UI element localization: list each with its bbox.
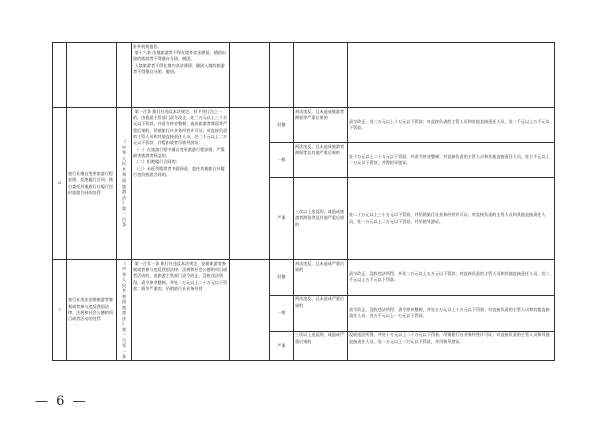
- law-line: 第一百零一条 旅行社违反本法规定，安排旅游者参观或者参与违反我国法律、法规和社会公德的项目或者活动的，由旅游主管部门责令改正，没收违法所得，责令停业整顿，并处二万元以上二十万元以下罚款；情节严重的，吊销旅行社业务经营: [133, 260, 228, 291]
- basis-text: 《 中 华 人 民 共 和 国 旅 游 法 》 第 一 百 条: [121, 139, 127, 228]
- circumstance-cell: 两次违反，且未造成严重后果的: [294, 295, 348, 331]
- law-line: 入境旅游者不得在境内非法滞留，随团入境的旅游者不得擅自分团、脱团。: [133, 62, 225, 74]
- table-row: [53, 43, 555, 108]
- row-number-cell: 7: [53, 260, 67, 361]
- level-cell: 轻微: [270, 108, 294, 143]
- row-number-cell: 6: [53, 108, 67, 260]
- level-cell: 严重: [270, 178, 294, 260]
- circumstance-cell: 初次违反，且未造成旅游者滞留等严重后果的: [294, 108, 348, 143]
- law-line: 第一百条 旅行社违反本法规定，有下列行为之一的，由旅游主管部门责令改正，处三万元以上三十万元以下罚款，并责令停业整顿；造成旅游者滞留等严重后果的，吊销旅行社业务经营许可证；对直接负责的主管人员和其他直接责任人员，处二千元以上二万元以下罚款，并暂扣或者吊销导游证：: [133, 108, 228, 146]
- penalty-cell: 责令改正，没收违法所得，并处二万元以上五万元以下罚款；对直接负责的主管人员和其他直接责任人员，处二千元以上五千元以下罚款。: [348, 260, 555, 296]
- table-row: [53, 260, 555, 296]
- penalty-cell: 责令改正，处三万元以上十万元以下罚款；对直接负责的主管人员和其他直接责任人员，处二千元以上五千元以下罚款。: [348, 108, 555, 143]
- level-cell: [270, 43, 294, 108]
- circumstance-cell: [294, 43, 348, 108]
- basis-cell: [117, 108, 132, 260]
- circumstance-cell: 三次以上违反的，或造成旅游者滞留等及其他严重后果的: [294, 178, 348, 260]
- circumstance-cell: 初次违反，且未造成严重后果的: [294, 260, 348, 296]
- penalty-cell: 责令改正，没收违法所得，责令停业整顿，并处五万元以上十万元以下罚款；对直接负责的主管人员和其他直接责任人员，处五千元以上一万元以下罚款。: [348, 295, 555, 331]
- basis-cell: [117, 260, 132, 361]
- penalty-cell: 没收违法所得，并处十万元以上二十万元以下罚款，吊销旅行社业务经营许可证；对直接负责的主管人员和其他直接责任人员，处一万元以上二万元以下罚款，并吊销导游证。: [348, 331, 555, 360]
- law-line: 驻外机构报告。: [133, 43, 162, 49]
- penalty-standard-table: [52, 42, 555, 361]
- blank-cell: [230, 108, 270, 260]
- level-cell: 一般: [270, 295, 294, 331]
- law-line: （二）拒绝履行合同的；: [134, 159, 180, 165]
- law-text-cell: [132, 260, 230, 361]
- law-line: 第十六条 出境旅游者不得在境外非法滞留，随团出境的旅游者不得擅自分团、脱团。: [133, 49, 226, 62]
- blank-cell: [230, 43, 270, 108]
- level-cell: 轻微: [270, 260, 294, 296]
- page-number: — 6 —: [35, 394, 88, 409]
- law-line: （三）未征得旅游者书面同意，委托其他旅行社履行包价旅游合同的。: [133, 165, 225, 177]
- behavior-cell: 旅行社擅自变更旅游行程安排、拒绝履行合同、擅自委托其他旅行社履行包价旅游合同的处罚: [67, 108, 117, 260]
- blank-cell: [230, 260, 270, 361]
- behavior-cell: [67, 43, 117, 108]
- basis-text: 《 中 华 人 民 共 和 国 旅 游 法 》 第 一 百 零 一 条: [121, 260, 127, 360]
- circumstance-cell: 两次违反，且未造成旅游者滞留等及其他严重后果的: [294, 143, 348, 178]
- law-text-cell: [132, 108, 230, 260]
- law-text-cell: [132, 43, 230, 108]
- row-number-cell: [53, 43, 67, 108]
- level-cell: 一般: [270, 143, 294, 178]
- basis-cell: [117, 43, 132, 108]
- penalty-cell: 处二十万元以上三十万元以下罚款，并吊销旅行社业务经营许可证；对直接负责的主管人员和其他直接责任人员，处一万元以上二万元以下罚款，并吊销导游证。: [348, 178, 555, 260]
- circumstance-cell: 三次以上违反的，或造成严重后果的: [294, 331, 348, 360]
- behavior-cell: 旅行社违法安排旅游者参观或者参与违反我国法律、法规和社会公德的项目或者活动的处罚: [67, 260, 117, 361]
- level-cell: 严重: [270, 331, 294, 360]
- penalty-cell: [348, 43, 555, 108]
- penalty-cell: 处十万元以上二十万元以下罚款，并责令停业整顿；对直接负责的主管人员和其他直接责任人员，处五千元以上一万元以下罚款，并暂扣导游证。: [348, 143, 555, 178]
- law-line: （一）在旅游行程中擅自变更旅游行程安排，严重损害旅游者权益的；: [133, 146, 225, 158]
- table-row: [53, 108, 555, 143]
